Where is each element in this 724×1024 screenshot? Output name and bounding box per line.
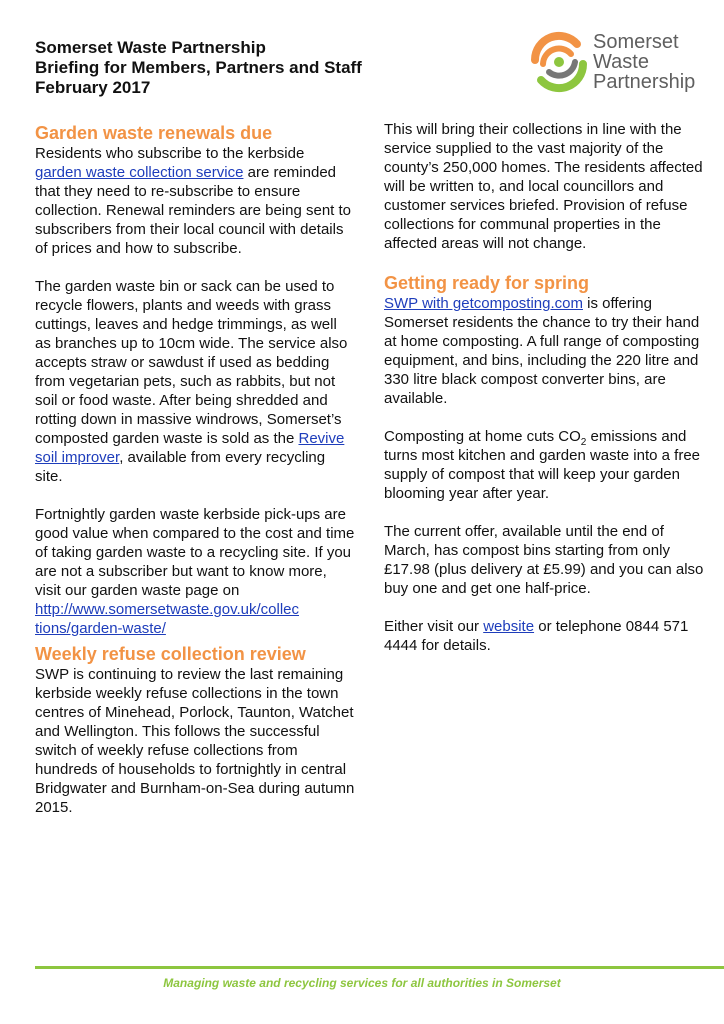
garden-heading: Garden waste renewals due: [35, 123, 273, 143]
briefing-header: [35, 38, 362, 98]
weekly-paragraph-2: This will bring their collections in line with the service supplied to the vast majority of the county’s 250,000 homes. The residents affected will be written to, and local councillors and customer services briefed. Provision of refuse collections for communal properties in the affected areas will not change.: [384, 121, 703, 252]
spring-paragraph-3: The current offer, available until the end of March, has compost bins starting from only £17.98 (plus delivery at £5.99) and you can also buy one and get one half-price.: [384, 523, 704, 597]
left-column: [35, 122, 355, 836]
revive-link[interactable]: Revive soil improver: [35, 430, 345, 466]
swirl-logo-icon: [527, 30, 591, 94]
swp-logo: [527, 30, 707, 98]
weekly-heading: Weekly refuse collection review: [35, 644, 306, 664]
right-column: [384, 120, 704, 674]
footer-divider: [35, 966, 724, 969]
garden-paragraph-2: The garden waste bin or sack can be used to recycle flowers, plants and weeds with grass cuttings, leaves and hedge trimmings, as well as branches up to 10cm wide. The service also accepts straw or sawdust if used as bedding from vegetarian pets, such as rabbits, but not soil or food waste. After being shredded and rotting down in massive windrows, Somerset’s composted garden waste is sold as the Revive soil improver, available from every recycling site.: [35, 278, 348, 485]
spring-paragraph-4: Either visit our website or telephone 0844 571 4444 for details.: [384, 618, 689, 654]
header-date: February 2017: [35, 78, 151, 97]
spring-paragraph-2: Composting at home cuts $CO_2$ emissions and turns most kitchen and garden waste into a free supply of compost that will keep your garden blooming year after year.: [384, 428, 701, 502]
spring-paragraph-1: SWP with getcomposting.com is offering Somerset residents the chance to try their hand at home composting. A full range of composting equipment, and bins, including the 220 litre and 330 litre black compost converter bins, are available.: [384, 295, 700, 407]
garden-service-link[interactable]: garden waste collection service: [35, 164, 244, 181]
header-title: Somerset Waste Partnership: [35, 38, 266, 57]
spring-heading: Getting ready for spring: [384, 273, 590, 293]
getcomposting-link[interactable]: SWP with getcomposting.com: [384, 295, 583, 312]
weekly-paragraph-1: SWP is continuing to review the last remaining kerbside weekly refuse collections in the town centres of Minehead, Porlock, Taunton, Watchet and Wellington. This follows the successful switch of weekly refuse collections from hundreds of households to fortnightly in central Bridgwater and Burnham-on-Sea during autumn 2015.: [35, 666, 355, 816]
logo-wordmark: Somerset Waste Partnership: [593, 31, 696, 93]
garden-paragraph-1: Residents who subscribe to the kerbside garden waste collection service are reminded that they need to re-subscribe to ensure collection. Renewal reminders are being sent to subscribers from their local council with details of prices and how to subscribe.: [35, 145, 352, 257]
header-subtitle: Briefing for Members, Partners and Staff: [35, 58, 362, 77]
website-link[interactable]: website: [483, 618, 535, 635]
garden-paragraph-3: Fortnightly garden waste kerbside pick-ups are good value when compared to the cost and time of taking garden waste to a recycling site. If you are not a subscriber but want to know more, visit our garden waste page on http://www.somersetwaste.gov.uk/collec tions/garden-waste/: [35, 506, 355, 637]
footer-tagline: Managing waste and recycling services for all authorities in Somerset: [163, 976, 561, 990]
garden-url-link[interactable]: http://www.somersetwaste.gov.uk/collec tions/garden-waste/: [35, 601, 299, 637]
